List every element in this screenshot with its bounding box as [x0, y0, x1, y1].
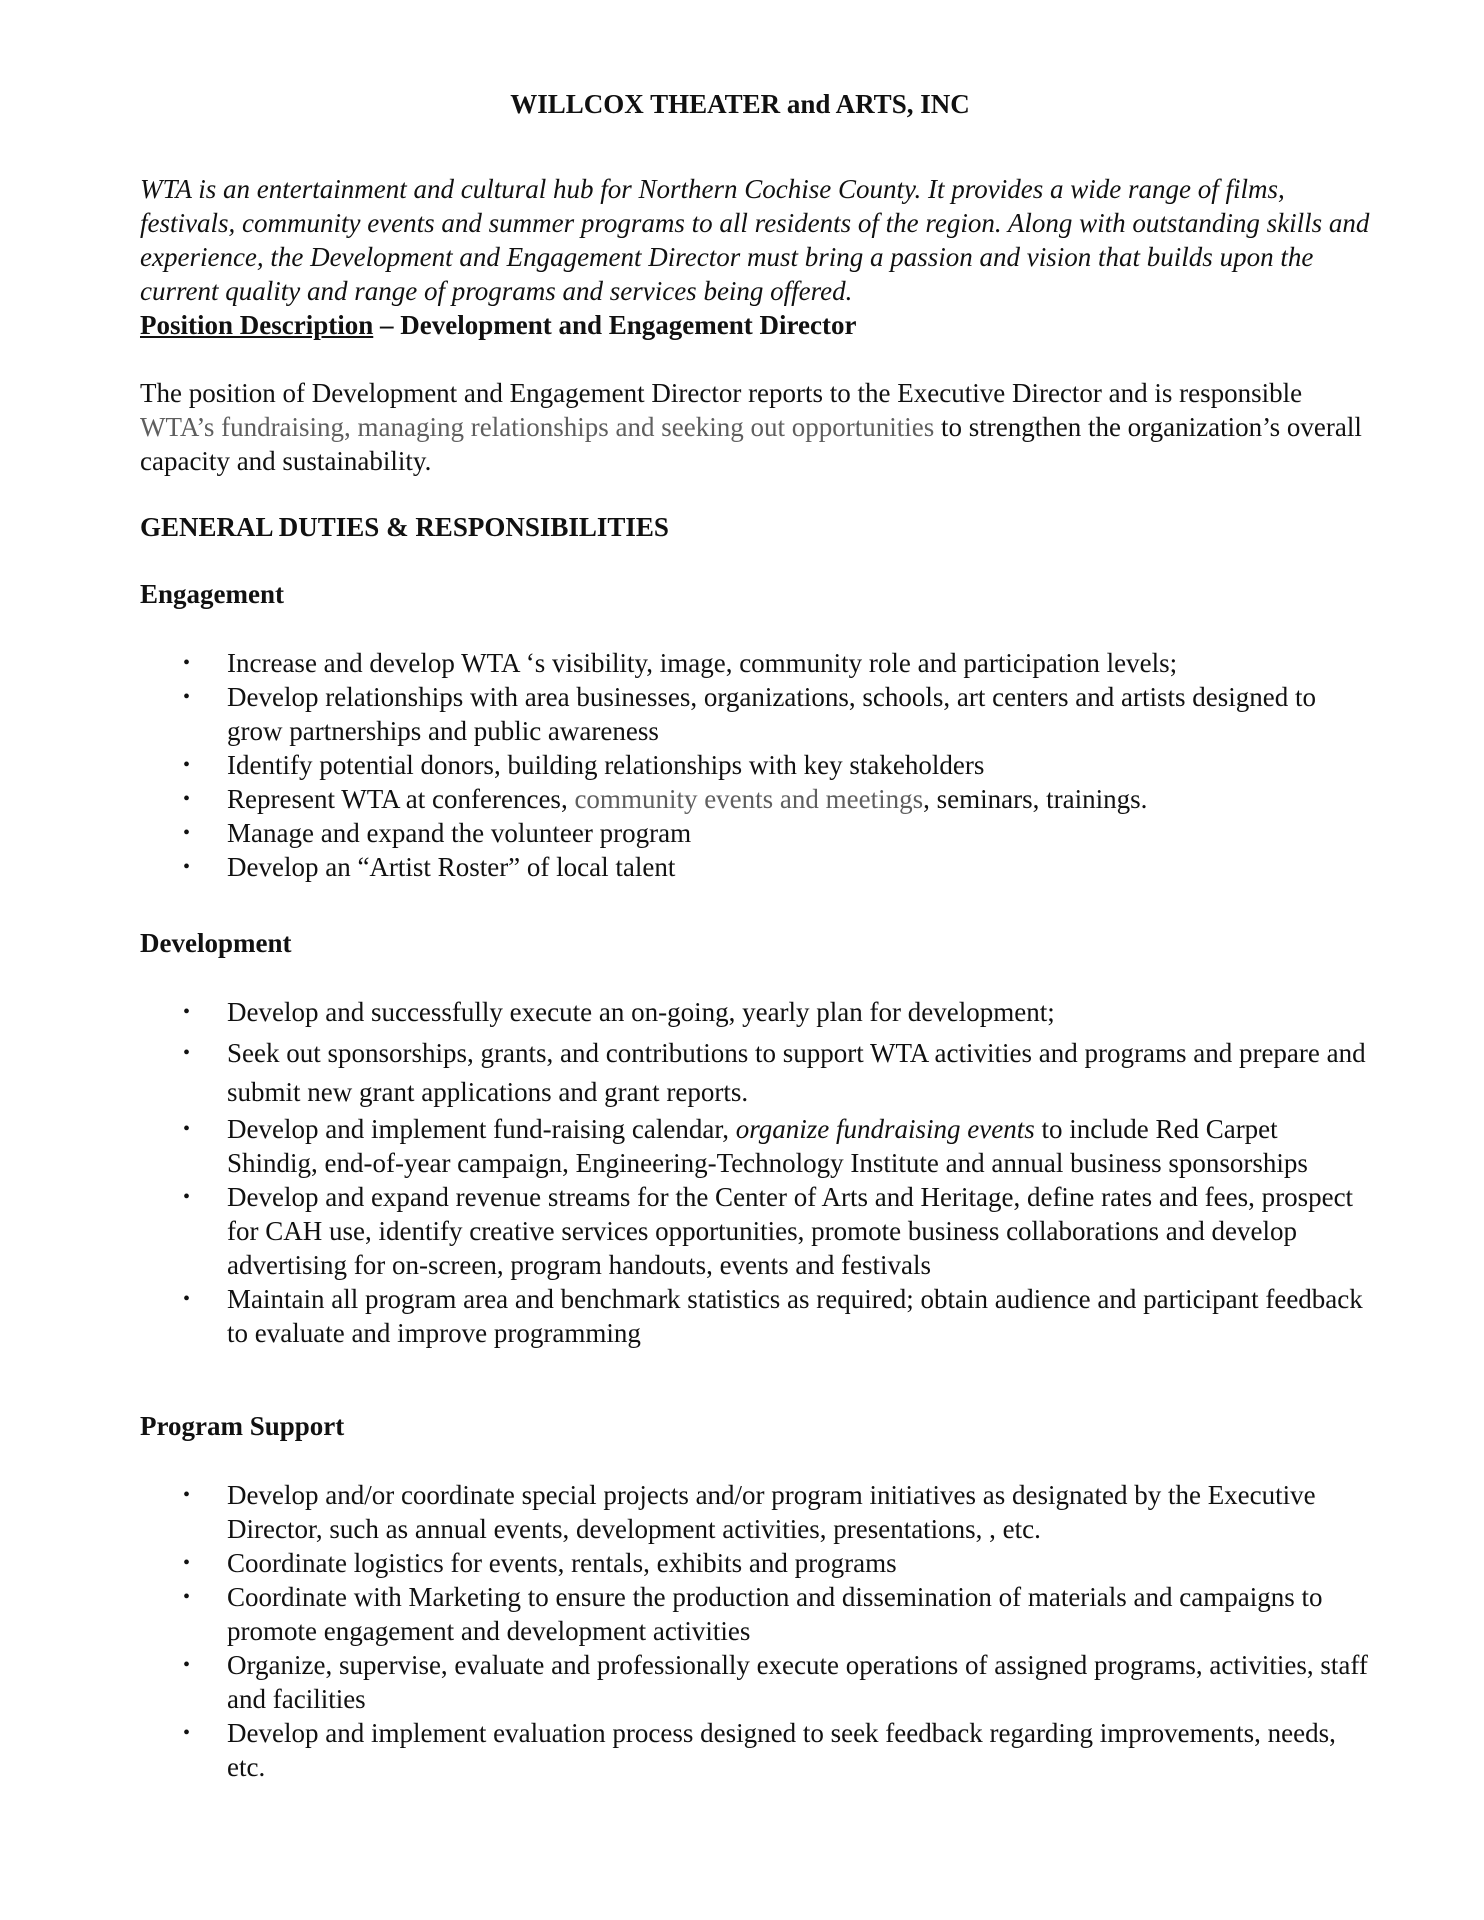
section-heading-development: Development — [140, 928, 292, 958]
list-item: • Increase and develop WTA ‘s visibility, image, community role and participation levels; — [183, 648, 1178, 678]
general-duties-heading: GENERAL DUTIES & RESPONSIBILITIES — [140, 512, 669, 542]
bullet-icon: • — [183, 1722, 191, 1744]
position-title: Development and Engagement Director — [400, 310, 857, 340]
bullet-icon: • — [183, 652, 191, 674]
bullet-icon: • — [183, 856, 191, 878]
summary-text-grey: WTA’s fundraising, managing relationships and seeking out opportunities — [140, 412, 935, 442]
list-item: • Develop and implement fund-raising calendar, organize fundraising events to include Red Carpet Shindig, end-of-year campaign, Engineering-Technology Institute and annual business sponsorships — [183, 1114, 1308, 1178]
list-item: • Seek out sponsorships, grants, and contributions to support WTA activities and programs and prepare and submit new grant applications and grant reports. — [140, 1034, 1370, 1112]
position-heading — [140, 308, 856, 342]
document-title: WILLCOX THEATER and ARTS, INC — [510, 89, 970, 119]
section-heading-program-support: Program Support — [140, 1411, 345, 1441]
list-item: • Manage and expand the volunteer program — [183, 818, 692, 848]
bullet-icon: • — [183, 1118, 191, 1140]
list-item: • Organize, supervise, evaluate and professionally execute operations of assigned programs, activities, staff and facilities — [183, 1650, 1368, 1714]
list-item: • Develop and implement evaluation process designed to seek feedback regarding improvements, needs, etc. — [183, 1718, 1336, 1782]
list-item: • Represent WTA at conferences, community events and meetings, seminars, trainings. — [183, 784, 1148, 814]
bullet-icon: • — [183, 754, 191, 776]
summary-text-1: The position of Development and Engagement Director reports to the Executive Director and is responsible — [140, 378, 1303, 408]
bullet-icon: • — [183, 686, 191, 708]
list-item: • Coordinate logistics for events, rentals, exhibits and programs — [183, 1548, 897, 1578]
list-item: • Develop and expand revenue streams for the Center of Arts and Heritage, define rates and fees, prospect for CAH use, identify creative services opportunities, promote business collaborations and develop advertising for on-screen, program handouts, events and festivals — [183, 1182, 1354, 1280]
program-support-list — [140, 1478, 1370, 1784]
section-heading-engagement: Engagement — [140, 579, 284, 609]
list-item: • Identify potential donors, building relationships with key stakeholders — [183, 750, 985, 780]
development-list — [140, 995, 1370, 1350]
list-item: • Develop relationships with area businesses, organizations, schools, art centers and artists designed to grow partnerships and public awareness — [183, 682, 1316, 746]
bullet-icon: • — [183, 1484, 191, 1506]
bullet-icon: • — [183, 1001, 191, 1023]
list-item: • Develop and/or coordinate special projects and/or program initiatives as designated by the Executive Director, such as annual events, development activities, presentations, , etc. — [183, 1480, 1316, 1544]
bullet-icon: • — [183, 1552, 191, 1574]
list-item: • Coordinate with Marketing to ensure the production and dissemination of materials and campaigns to promote engagement and development activities — [183, 1582, 1323, 1646]
list-item: • Maintain all program area and benchmark statistics as required; obtain audience and participant feedback to evaluate and improve programming — [183, 1284, 1363, 1348]
bullet-icon: • — [183, 1654, 191, 1676]
summary-paragraph — [140, 376, 1370, 478]
summary-text-3: to strengthen the organization’s overall capacity and sustainability. — [140, 412, 1362, 476]
bullet-icon: • — [183, 788, 191, 810]
position-separator: – — [373, 310, 401, 340]
engagement-list — [140, 646, 1370, 884]
position-description-label: Position Description — [140, 310, 374, 340]
list-item: • Develop and successfully execute an on-going, yearly plan for development; — [183, 997, 1055, 1027]
intro-paragraph: WTA is an entertainment and cultural hub for Northern Cochise County. It provides a wide range of films, festivals, community events and summer programs to all residents of the region. Along with outstanding skills and experience, the Development and Engagement Director must bring a passion and vision that builds upon the current quality and range of programs and services being offered. — [140, 174, 1370, 306]
bullet-icon: • — [183, 1288, 191, 1310]
bullet-icon: • — [183, 1586, 191, 1608]
bullet-icon: • — [183, 822, 191, 844]
list-item: • Develop an “Artist Roster” of local talent — [183, 852, 676, 882]
bullet-icon: • — [183, 1042, 191, 1064]
bullet-icon: • — [183, 1186, 191, 1208]
